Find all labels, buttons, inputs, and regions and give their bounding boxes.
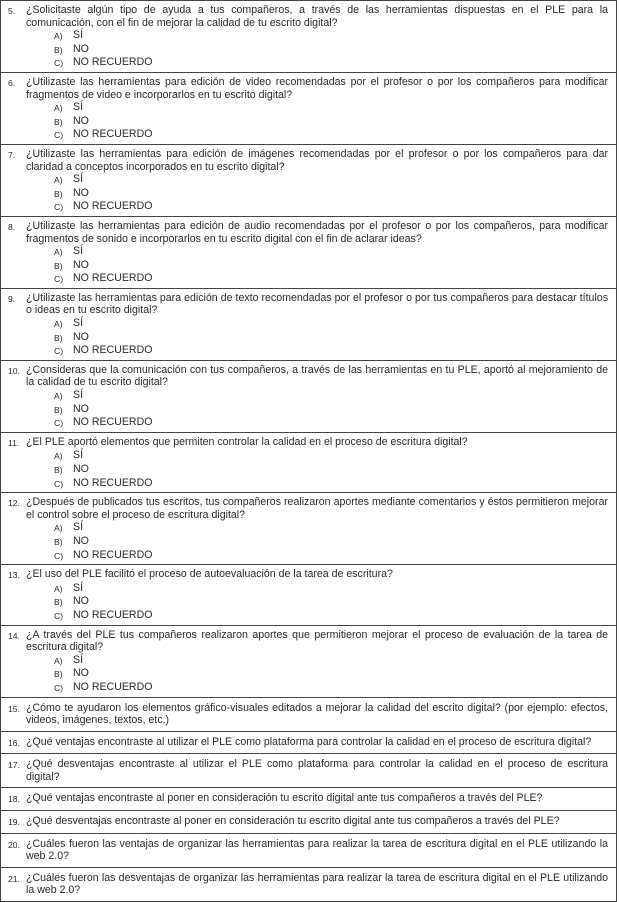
question-number: 15. xyxy=(8,703,20,714)
question-row xyxy=(1,216,616,288)
answer-option xyxy=(54,654,608,668)
answer-option xyxy=(54,272,608,286)
option-label: SÍ xyxy=(73,449,84,462)
option-label: SÍ xyxy=(73,653,84,666)
question-text: ¿Qué desventajas encontraste al poner en consideración tu escrito digital ante tus compañeros a través del PLE? xyxy=(26,815,560,828)
answer-option xyxy=(54,389,608,403)
option-letter: A) xyxy=(54,247,63,258)
answer-options xyxy=(54,582,608,623)
option-letter: C) xyxy=(54,58,64,69)
question xyxy=(8,568,608,582)
question-row xyxy=(1,492,616,564)
question xyxy=(8,76,608,101)
question xyxy=(8,758,608,783)
question-text: ¿Consideras que la comunicación con tus compañeros, a través de las herramientas en tu PLE, aportó al mejoramiento de la calidad de tu escrito digital? xyxy=(26,363,608,389)
question-number: 16. xyxy=(8,737,20,748)
question-text: ¿El uso del PLE facilitó el proceso de autoevaluación de la tarea de escritura? xyxy=(26,568,393,581)
option-letter: C) xyxy=(54,274,64,285)
question-number: 5. xyxy=(8,6,16,16)
question xyxy=(8,4,608,29)
answer-options xyxy=(54,389,608,430)
option-label: NO RECUERDO xyxy=(73,200,153,213)
question-text: ¿Qué ventajas encontraste al utilizar el PLE como plataforma para controlar la calidad en el proceso de escritura digital? xyxy=(26,735,592,748)
answer-option xyxy=(54,416,608,430)
option-label: NO RECUERDO xyxy=(73,56,153,69)
open-question-row xyxy=(1,753,616,787)
question xyxy=(8,792,608,806)
question xyxy=(8,872,608,897)
answer-option xyxy=(54,331,608,345)
question-row xyxy=(1,0,616,72)
question-number: 17. xyxy=(8,760,20,771)
option-letter: B) xyxy=(54,597,63,608)
question-text: ¿Utilizaste las herramientas para edición de video recomendadas por el profesor o por los compañeros para modificar fragmentos de video e incorporarlos en tu escrito digital? xyxy=(26,75,608,101)
option-letter: B) xyxy=(54,260,63,271)
option-letter: B) xyxy=(54,188,63,199)
answer-option xyxy=(54,259,608,273)
option-label: NO xyxy=(73,402,89,415)
option-letter: A) xyxy=(54,655,63,666)
option-letter: C) xyxy=(54,130,64,141)
question-row xyxy=(1,564,616,624)
option-label: SÍ xyxy=(73,101,84,114)
option-letter: A) xyxy=(54,583,63,594)
answer-options xyxy=(54,101,608,142)
open-question-row xyxy=(1,833,616,867)
open-question-row xyxy=(1,867,616,901)
option-letter: A) xyxy=(54,175,63,186)
question-text: ¿Después de publicados tus escritos, tus compañeros realizaron aportes mediante comentarios y éstos permitieron mejorar el control sobre el proceso de escritura digital? xyxy=(26,496,608,521)
answer-option xyxy=(54,535,608,549)
question-number: 18. xyxy=(8,794,20,805)
option-label: NO RECUERDO xyxy=(73,344,153,357)
question-row xyxy=(1,144,616,216)
answer-option xyxy=(54,128,608,142)
question-text: ¿Solicitaste algún tipo de ayuda a tus compañeros, a través de las herramientas dispuestas en el PLE para la comunicación, con el fin de mejorar la calidad de tu escrito digital? xyxy=(26,4,608,29)
answer-option xyxy=(54,173,608,187)
option-label: SÍ xyxy=(73,521,84,534)
question-text: ¿El PLE aportó elementos que permiten controlar la calidad en el proceso de escritura digital? xyxy=(26,435,468,448)
question-number: 11. xyxy=(8,437,20,448)
answer-option xyxy=(54,115,608,129)
option-letter: A) xyxy=(54,391,63,402)
answer-option xyxy=(54,403,608,417)
answer-option xyxy=(54,667,608,681)
option-label: NO xyxy=(73,186,89,199)
option-label: NO RECUERDO xyxy=(73,128,153,141)
option-letter: C) xyxy=(54,550,64,561)
option-label: NO RECUERDO xyxy=(73,272,153,285)
question-text: ¿Utilizaste las herramientas para edición de texto recomendadas por el profesor o por tus compañeros para destacar títulos o ideas en tu escrito digital? xyxy=(26,291,608,317)
answer-option xyxy=(54,595,608,609)
question xyxy=(8,220,608,245)
answer-options xyxy=(54,173,608,214)
question-text: ¿Qué ventajas encontraste al poner en consideración tu escrito digital ante tus compañeros a través del PLE? xyxy=(26,792,543,805)
option-label: NO RECUERDO xyxy=(73,548,153,561)
question xyxy=(8,148,608,173)
question xyxy=(8,364,608,389)
option-label: SÍ xyxy=(73,581,84,594)
question-row xyxy=(1,72,616,144)
option-label: NO RECUERDO xyxy=(73,416,153,429)
option-letter: C) xyxy=(54,346,64,357)
option-letter: A) xyxy=(54,103,63,114)
answer-option xyxy=(54,609,608,623)
answer-options xyxy=(54,29,608,70)
answer-options xyxy=(54,245,608,286)
answer-option xyxy=(54,463,608,477)
option-letter: C) xyxy=(54,202,64,213)
option-label: SÍ xyxy=(73,317,84,330)
question-text: ¿Cuáles fueron las desventajas de organizar las herramientas para realizar la tarea de escritura digital en el PLE utilizando la web 2.0? xyxy=(26,871,608,897)
question-number: 6. xyxy=(8,77,16,88)
option-label: NO xyxy=(73,114,89,127)
option-label: NO xyxy=(73,330,89,343)
answer-option xyxy=(54,477,608,491)
option-label: NO RECUERDO xyxy=(73,476,153,489)
question-number: 20. xyxy=(8,839,20,850)
question-text: ¿Utilizaste las herramientas para edición de audio recomendadas por el profesor o por los compañeros, para modificar fragmentos de sonido e incorporarlos en tu escrito digital con el fin de aclarar ideas? xyxy=(26,219,608,245)
answer-option xyxy=(54,521,608,535)
question-number: 12. xyxy=(8,498,20,509)
question-number: 10. xyxy=(8,365,20,376)
question-number: 19. xyxy=(8,817,20,828)
option-letter: B) xyxy=(54,44,63,55)
open-question-row xyxy=(1,787,616,810)
option-letter: A) xyxy=(54,523,63,534)
option-label: SÍ xyxy=(73,245,84,258)
question-text: ¿A través del PLE tus compañeros realizaron aportes que permitieron mejorar el proceso de evaluación de la tarea de escritura digital? xyxy=(26,628,608,654)
question xyxy=(8,815,608,829)
question xyxy=(8,838,608,863)
answer-option xyxy=(54,200,608,214)
option-letter: C) xyxy=(54,610,64,621)
answer-option xyxy=(54,449,608,463)
question-text: ¿Cómo te ayudaron los elementos gráfico-visuales editados a mejorar la calidad del escrito digital? (por ejemplo: efectos, videos, imágenes, textos, etc.) xyxy=(26,701,608,727)
question xyxy=(8,496,608,521)
answer-option xyxy=(54,56,608,70)
question xyxy=(8,629,608,654)
question-number: 13. xyxy=(8,570,20,581)
answer-options xyxy=(54,449,608,490)
option-label: NO RECUERDO xyxy=(73,680,153,693)
question-number: 9. xyxy=(8,293,16,304)
question xyxy=(8,436,608,450)
open-question-row xyxy=(1,697,616,731)
question-row xyxy=(1,432,616,492)
answer-option xyxy=(54,101,608,115)
option-letter: B) xyxy=(54,536,63,547)
question-number: 14. xyxy=(8,630,20,641)
option-letter: B) xyxy=(54,332,63,343)
option-letter: A) xyxy=(54,451,63,462)
option-label: NO xyxy=(73,258,89,271)
answer-options xyxy=(54,521,608,562)
answer-option xyxy=(54,29,608,43)
option-label: NO xyxy=(73,42,89,55)
answer-option xyxy=(54,582,608,596)
question-text: ¿Qué desventajas encontraste al utilizar el PLE como plataforma para controlar la calidad en el proceso de escritura digital? xyxy=(26,758,608,783)
option-letter: C) xyxy=(54,682,64,693)
question-row xyxy=(1,625,616,697)
question-text: ¿Utilizaste las herramientas para edición de imágenes recomendadas por el profesor o por los compañeros para dar claridad a conceptos incorporados en tu escrito digital? xyxy=(26,147,608,173)
option-letter: B) xyxy=(54,116,63,127)
option-letter: A) xyxy=(54,319,63,330)
answer-option xyxy=(54,43,608,57)
option-label: NO xyxy=(73,595,89,608)
option-label: NO xyxy=(73,667,89,680)
question xyxy=(8,736,608,750)
question xyxy=(8,292,608,317)
answer-option xyxy=(54,549,608,563)
answer-options xyxy=(54,654,608,695)
option-label: SÍ xyxy=(73,389,84,402)
answer-option xyxy=(54,317,608,331)
option-label: SÍ xyxy=(73,173,84,186)
question-number: 21. xyxy=(8,873,20,884)
answer-option xyxy=(54,344,608,358)
option-letter: C) xyxy=(54,418,64,429)
answer-option xyxy=(54,245,608,259)
option-letter: B) xyxy=(54,669,63,680)
answer-option xyxy=(54,681,608,695)
option-letter: B) xyxy=(54,404,63,415)
question-number: 7. xyxy=(8,149,16,160)
option-letter: C) xyxy=(54,478,64,489)
answer-option xyxy=(54,187,608,201)
option-label: SÍ xyxy=(73,29,84,42)
question-row xyxy=(1,288,616,360)
option-label: NO RECUERDO xyxy=(73,608,153,621)
option-label: NO xyxy=(73,463,89,475)
question-text: ¿Cuáles fueron las ventajas de organizar las herramientas para realizar la tarea de escritura digital en el PLE utilizando la web 2.0? xyxy=(26,837,608,863)
question-number: 8. xyxy=(8,221,16,232)
option-letter: A) xyxy=(54,31,63,42)
open-question-row xyxy=(1,731,616,754)
answer-options xyxy=(54,317,608,358)
option-label: NO xyxy=(73,534,89,547)
question-row xyxy=(1,360,616,432)
question xyxy=(8,702,608,727)
open-question-row xyxy=(1,810,616,833)
option-letter: B) xyxy=(54,465,63,475)
